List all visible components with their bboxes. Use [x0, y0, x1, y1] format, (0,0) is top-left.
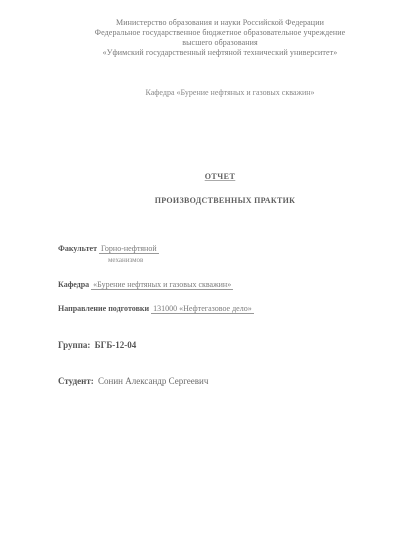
- direction-value: 131000 «Нефтегазовое дело»: [153, 304, 252, 313]
- department-value: «Бурение нефтяных и газовых скважин»: [93, 280, 232, 289]
- student-field: [58, 376, 210, 386]
- faculty-field: [58, 244, 159, 253]
- department-heading: Кафедра «Бурение нефтяных и газовых скважин»: [145, 88, 315, 97]
- group-label: Группа:: [58, 340, 91, 350]
- header-line-3: высшего образования: [182, 38, 258, 47]
- direction-label: Направление подготовки: [58, 304, 150, 313]
- department-label: Кафедра: [58, 280, 90, 289]
- student-value: Сонин Александр Сергеевич: [98, 376, 209, 386]
- report-subtitle: ПРОИЗВОДСТВЕННЫХ ПРАКТИК: [154, 196, 296, 205]
- header-line-1: Министерство образования и науки Российской Федерации: [116, 18, 324, 27]
- direction-field: [58, 304, 254, 313]
- faculty-label: Факультет: [58, 244, 97, 253]
- group-field: [58, 340, 138, 350]
- group-value: БГБ-12-04: [94, 340, 137, 350]
- report-title: ОТЧЕТ: [204, 172, 236, 181]
- header-line-4: «Уфимский государственный нефтяной технический университет»: [102, 48, 338, 57]
- student-label: Студент:: [58, 376, 94, 386]
- faculty-value: Горно-нефтяной: [101, 244, 157, 253]
- header-line-2: Федеральное государственное бюджетное образовательное учреждение: [94, 28, 346, 37]
- department-field: [58, 280, 233, 289]
- faculty-value-continuation: механизмов: [108, 256, 144, 264]
- ministry-header: [70, 18, 370, 58]
